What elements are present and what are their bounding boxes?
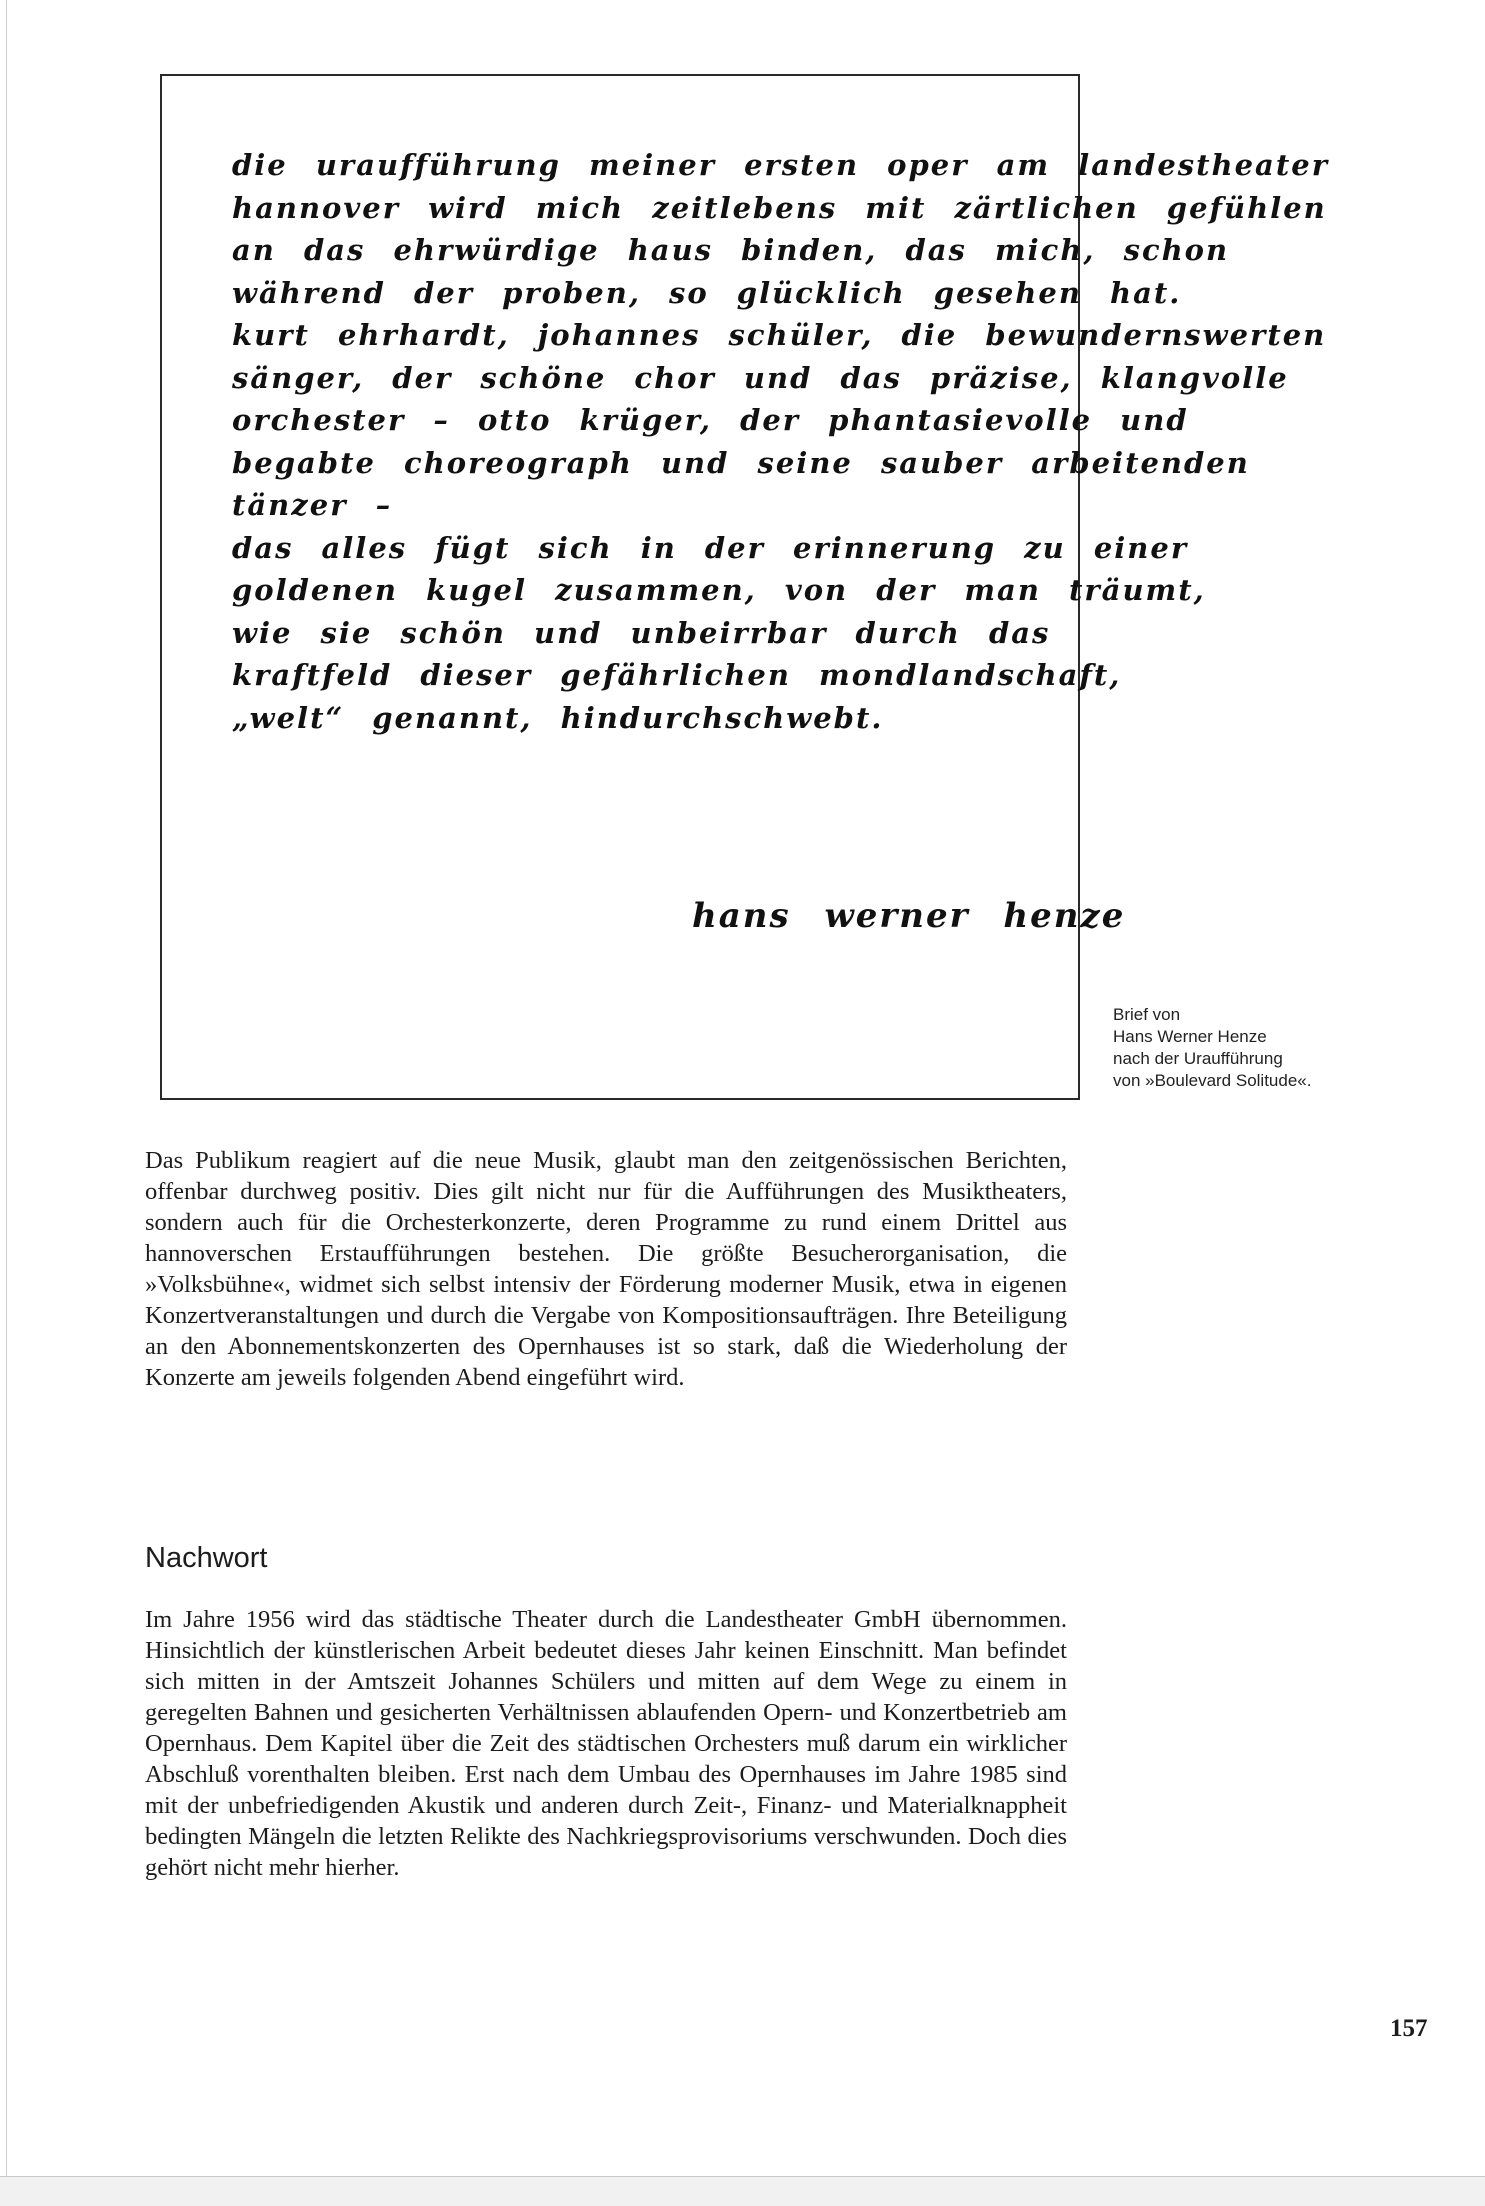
caption-line: von »Boulevard Solitude«.: [1113, 1071, 1312, 1090]
letter-line: wie sie schön und unbeirrbar durch das: [232, 615, 1051, 650]
page-number: 157: [1390, 2015, 1428, 2042]
letter-signature: hans werner henze: [692, 896, 1126, 936]
letter-line: an das ehrwürdige haus binden, das mich, schon: [232, 233, 1230, 267]
letter-line: hannover wird mich zeitlebens mit zärtlichen gefühlen: [232, 190, 1327, 225]
handwritten-letter-text: [232, 144, 1329, 739]
scan-border: [0, 2176, 1485, 2206]
letter-line: „welt“ genannt, hindurchschwebt.: [232, 700, 884, 735]
letter-line: goldenen kugel zusammen, von der man träumt,: [232, 573, 1206, 607]
letter-line: begabte choreograph und seine sauber arbeitenden: [232, 445, 1250, 480]
letter-line: kurt ehrhardt, johannes schüler, die bewundernswerten: [232, 318, 1327, 352]
body-paragraph: Das Publikum reagiert auf die neue Musik, glaubt man den zeitgenössischen Berichten, offenbar durchweg positiv. Dies gilt nicht nur für die Aufführungen des Musiktheaters, sondern auch für die Orchesterkonzerte, deren Programme zu rund einem Drittel aus hannoverschen Erstaufführungen bestehen. Die größte Besucherorganisation, die »Volksbühne«, widmet sich selbst intensiv der Förderung moderner Musik, etwa in eigenen Konzertveranstaltungen und durch die Vergabe von Kompositionsaufträgen. Ihre Beteiligung an den Abonnementskonzerten des Opernhauses ist so stark, daß die Wiederholung der Konzerte am jeweils folgenden Abend eingeführt wird.: [145, 1147, 1067, 1391]
section-heading: Nachwort: [145, 1542, 268, 1574]
caption-line: nach der Uraufführung: [1113, 1049, 1283, 1068]
figure-caption: [1113, 1004, 1413, 1092]
letter-line: sänger, der schöne chor und das präzise, klangvolle: [232, 360, 1289, 395]
page-edge: [6, 0, 7, 2205]
letter-line: kraftfeld dieser gefährlichen mondlandschaft,: [232, 658, 1122, 692]
letter-line: das alles fügt sich in der erinnerung zu einer: [232, 530, 1189, 565]
letter-line: die uraufführung meiner ersten oper am landestheater: [232, 148, 1329, 182]
letter-line: tänzer –: [232, 488, 393, 522]
letter-line: während der proben, so glücklich gesehen hat.: [232, 275, 1182, 310]
caption-line: Hans Werner Henze: [1113, 1027, 1267, 1046]
letter-line: orchester – otto krüger, der phantasievolle und: [232, 403, 1189, 437]
caption-line: Brief von: [1113, 1005, 1181, 1024]
body-paragraph: Im Jahre 1956 wird das städtische Theater durch die Landestheater GmbH übernommen. Hinsichtlich der künstlerischen Arbeit bedeutet dieses Jahr keinen Einschnitt. Man befindet sich mitten in der Amtszeit Johannes Schülers und mitten auf dem Wege zu einem in geregelten Bahnen und gesicherten Verhältnissen ablaufenden Opern- und Konzertbetrieb am Opernhaus. Dem Kapitel über die Zeit des städtischen Orchesters muß darum ein wirklicher Abschluß vorenthalten bleiben. Erst nach dem Umbau des Opernhauses im Jahre 1985 sind mit der unbefriedigenden Akustik und anderen durch Zeit-, Finanz- und Materialknappheit bedingten Mängeln die letzten Relikte des Nachkriegsprovisoriums verschwunden. Doch dies gehört nicht mehr hierher.: [145, 1606, 1067, 1881]
